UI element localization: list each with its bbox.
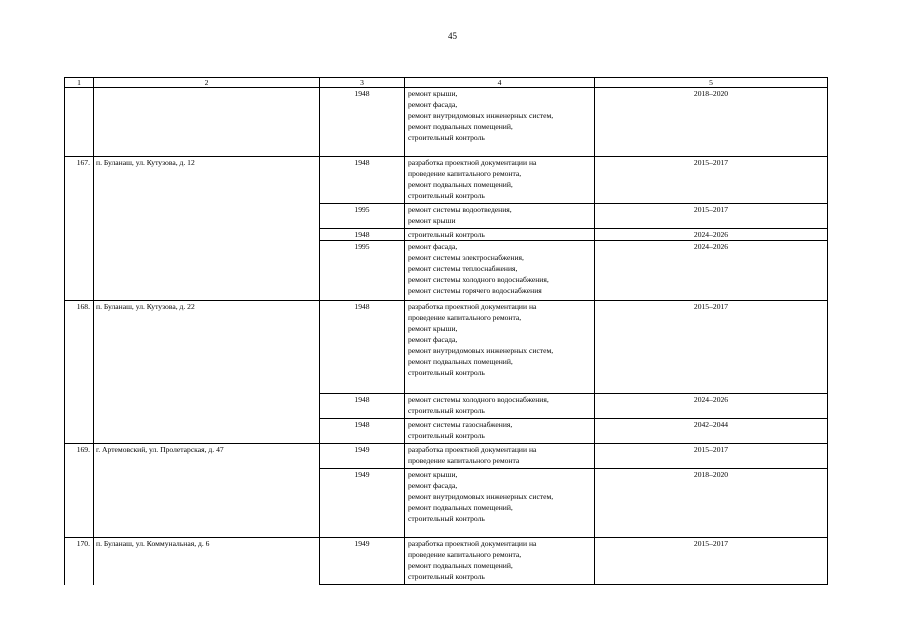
column-header-1: 1 — [65, 78, 94, 88]
period-cell: 2018–2020 — [595, 469, 828, 538]
year-cell: 1995 — [320, 204, 405, 229]
page-number: 45 — [448, 31, 457, 41]
year-cell: 1949 — [320, 538, 405, 585]
table-row — [65, 88, 828, 157]
column-header-2: 2 — [94, 78, 320, 88]
work-item: ремонт внутридомовых инженерных систем, — [408, 492, 554, 501]
work-item: ремонт крыши, — [408, 324, 458, 333]
address-cell — [94, 88, 320, 157]
row-number: 167. — [65, 157, 94, 301]
address-cell: п. Буланаш, ул. Кутузова, д. 22 — [94, 301, 320, 444]
year-cell: 1949 — [320, 444, 405, 469]
work-item: ремонт системы водоотведения, — [408, 205, 512, 214]
work-item: проведение капитального ремонта — [408, 456, 520, 465]
table-row — [65, 538, 828, 585]
address-cell: п. Буланаш, ул. Коммунальная, д. 6 — [94, 538, 320, 585]
work-item: ремонт фасада, — [408, 481, 458, 490]
work-item: ремонт внутридомовых инженерных систем, — [408, 111, 554, 120]
work-item: ремонт системы холодного водоснабжения, — [408, 395, 549, 404]
work-item: ремонт крыши — [408, 216, 456, 225]
year-cell: 1948 — [320, 419, 405, 444]
work-item: проведение капитального ремонта, — [408, 550, 522, 559]
work-item: проведение капитального ремонта, — [408, 169, 522, 178]
work-item: ремонт подвальных помещений, — [408, 122, 513, 131]
works-cell — [405, 241, 595, 301]
works-cell — [405, 229, 595, 241]
work-item: ремонт фасада, — [408, 242, 458, 251]
work-item: ремонт крыши, — [408, 470, 458, 479]
work-item: строительный контроль — [408, 191, 485, 200]
work-item: ремонт системы холодного водоснабжения, — [408, 275, 549, 284]
work-item: ремонт системы горячего водоснабжения — [408, 286, 542, 295]
work-item: ремонт подвальных помещений, — [408, 180, 513, 189]
address-cell: п. Буланаш, ул. Кутузова, д. 12 — [94, 157, 320, 301]
period-cell: 2018–2020 — [595, 88, 828, 157]
row-number: 168. — [65, 301, 94, 444]
work-item: разработка проектной документации на — [408, 445, 537, 454]
works-cell — [405, 88, 595, 157]
period-cell: 2015–2017 — [595, 157, 828, 204]
work-item: проведение капитального ремонта, — [408, 313, 522, 322]
period-cell: 2024–2026 — [595, 229, 828, 241]
work-item: разработка проектной документации на — [408, 158, 537, 167]
work-item: ремонт фасада, — [408, 335, 458, 344]
works-cell — [405, 538, 595, 585]
table-row — [65, 301, 828, 394]
work-item: ремонт внутридомовых инженерных систем, — [408, 346, 554, 355]
period-cell: 2042–2044 — [595, 419, 828, 444]
work-item: ремонт крыши, — [408, 89, 458, 98]
year-cell: 1948 — [320, 157, 405, 204]
address-cell: г. Артемовский, ул. Пролетарская, д. 47 — [94, 444, 320, 538]
row-number: 170. — [65, 538, 94, 585]
year-cell: 1948 — [320, 229, 405, 241]
works-cell — [405, 301, 595, 394]
works-cell — [405, 444, 595, 469]
column-header-3: 3 — [320, 78, 405, 88]
year-cell: 1948 — [320, 301, 405, 394]
works-cell — [405, 419, 595, 444]
work-item: строительный контроль — [408, 133, 485, 142]
work-item: разработка проектной документации на — [408, 539, 537, 548]
work-item: ремонт подвальных помещений, — [408, 503, 513, 512]
repair-schedule-table — [64, 77, 828, 585]
year-cell: 1948 — [320, 88, 405, 157]
period-cell: 2015–2017 — [595, 301, 828, 394]
period-cell: 2015–2017 — [595, 204, 828, 229]
year-cell: 1995 — [320, 241, 405, 301]
work-item: строительный контроль — [408, 431, 485, 440]
works-cell — [405, 157, 595, 204]
column-header-4: 4 — [405, 78, 595, 88]
work-item: ремонт системы теплоснабжения, — [408, 264, 518, 273]
work-item: ремонт подвальных помещений, — [408, 561, 513, 570]
works-cell — [405, 204, 595, 229]
work-item: ремонт фасада, — [408, 100, 458, 109]
work-item: строительный контроль — [408, 572, 485, 581]
row-number: 169. — [65, 444, 94, 538]
table-row — [65, 444, 828, 469]
column-header-5: 5 — [595, 78, 828, 88]
work-item: ремонт системы электроснабжения, — [408, 253, 524, 262]
works-cell — [405, 469, 595, 538]
work-item: строительный контроль — [408, 230, 485, 239]
work-item: строительный контроль — [408, 368, 485, 377]
year-cell: 1948 — [320, 394, 405, 419]
period-cell: 2024–2026 — [595, 241, 828, 301]
period-cell: 2015–2017 — [595, 444, 828, 469]
year-cell: 1949 — [320, 469, 405, 538]
period-cell: 2024–2026 — [595, 394, 828, 419]
work-item: строительный контроль — [408, 406, 485, 415]
period-cell: 2015–2017 — [595, 538, 828, 585]
table-header-row — [65, 78, 828, 88]
row-number — [65, 88, 94, 157]
works-cell — [405, 394, 595, 419]
table-row — [65, 157, 828, 204]
work-item: ремонт подвальных помещений, — [408, 357, 513, 366]
work-item: строительный контроль — [408, 514, 485, 523]
work-item: ремонт системы газоснабжения, — [408, 420, 513, 429]
work-item: разработка проектной документации на — [408, 302, 537, 311]
